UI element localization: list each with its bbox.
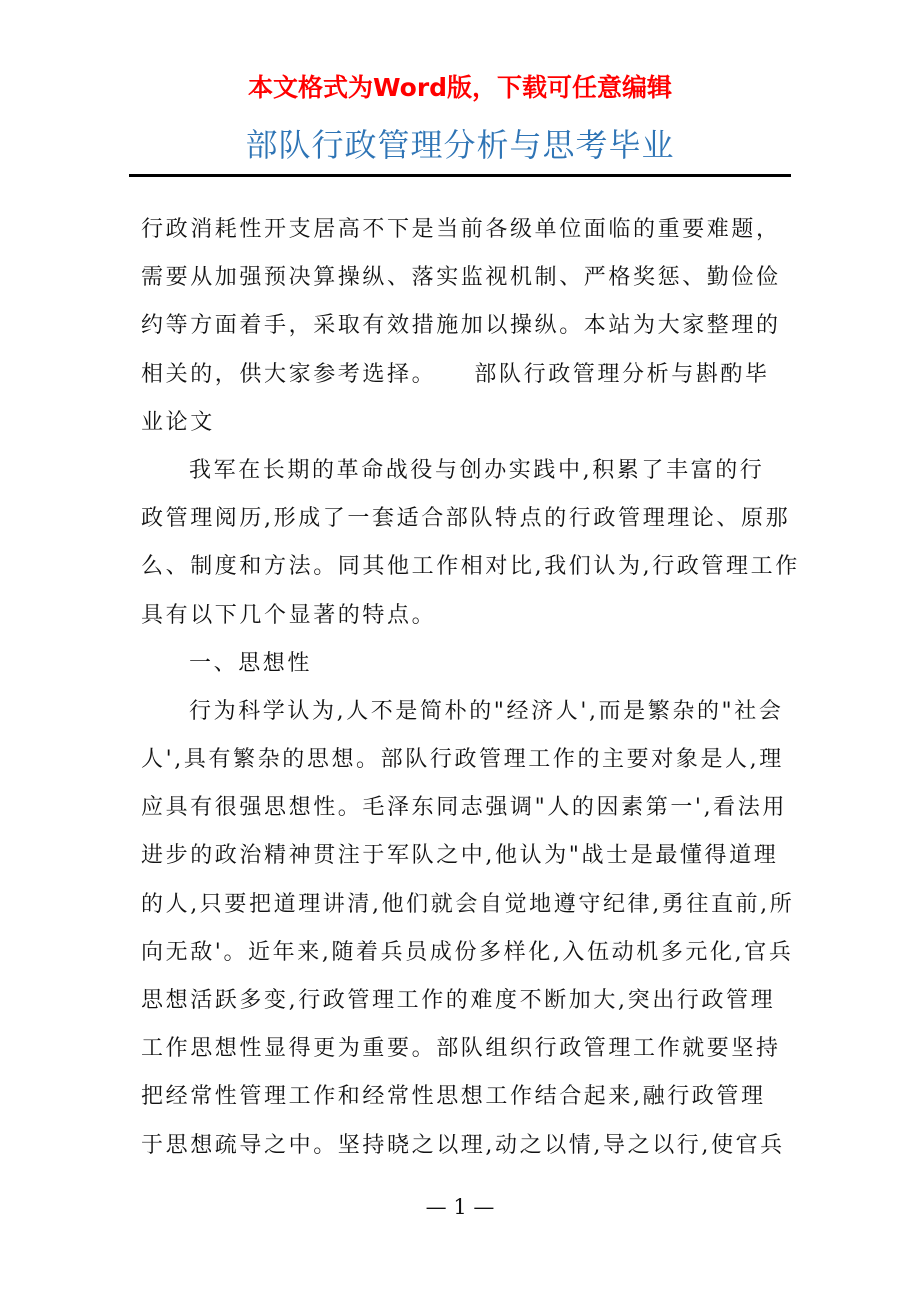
body-line: 我军在长期的革命战役与创办实践中,积累了丰富的行 [189, 457, 765, 483]
body-line: 么、制度和方法。同其他工作相对比,我们认为,行政管理工作 [141, 554, 800, 580]
body-line: 约等方面着手，采取有效措施加以操纵。本站为大家整理的 [141, 313, 781, 339]
document-body [141, 206, 800, 1170]
title-divider [129, 174, 791, 177]
body-line: 业论文 [141, 409, 215, 435]
body-line: 需要从加强预决算操纵、落实监视机制、严格奖惩、勤俭俭 [141, 265, 781, 291]
body-line: 于思想疏导之中。坚持晓之以理,动之以情,导之以行,使官兵 [141, 1132, 785, 1158]
body-line: 把经常性管理工作和经常性思想工作结合起来,融行政管理 [141, 1084, 766, 1110]
body-line: 的人,只要把道理讲清,他们就会自觉地遵守纪律,勇往直前,所 [141, 891, 795, 917]
body-line: 行为科学认为,人不是简朴的"经济人',而是繁杂的"社会 [189, 698, 784, 724]
body-line: 人',具有繁杂的思想。部队行政管理工作的主要对象是人,理 [141, 747, 784, 773]
body-line: 工作思想性显得更为重要。部队组织行政管理工作就要坚持 [141, 1036, 781, 1062]
body-line: 应具有很强思想性。毛泽东同志强调"人的因素第一',看法用 [141, 795, 787, 821]
body-line: 向无敌'。近年来,随着兵员成份多样化,入伍动机多元化,官兵 [141, 939, 794, 965]
body-line: 一、思想性 [189, 650, 313, 676]
download-banner: 本文格式为Word版，下载可任意编辑 [247, 73, 673, 102]
body-line: 政管理阅历,形成了一套适合部队特点的行政管理理论、原那 [141, 506, 791, 532]
page-number: — 1 — [425, 1195, 495, 1219]
body-line: 思想活跃多变,行政管理工作的难度不断加大,突出行政管理 [141, 988, 776, 1013]
body-line: 相关的，供大家参考选择。 部队行政管理分析与斟酌毕 [141, 361, 770, 387]
body-line: 具有以下几个显著的特点。 [141, 602, 437, 628]
body-line: 进步的政治精神贯注于军队之中,他认为"战士是最懂得道理 [141, 843, 779, 869]
document-title: 部队行政管理分析与思考毕业 [245, 126, 675, 164]
body-line: 行政消耗性开支居高不下是当前各级单位面临的重要难题， [141, 217, 781, 242]
